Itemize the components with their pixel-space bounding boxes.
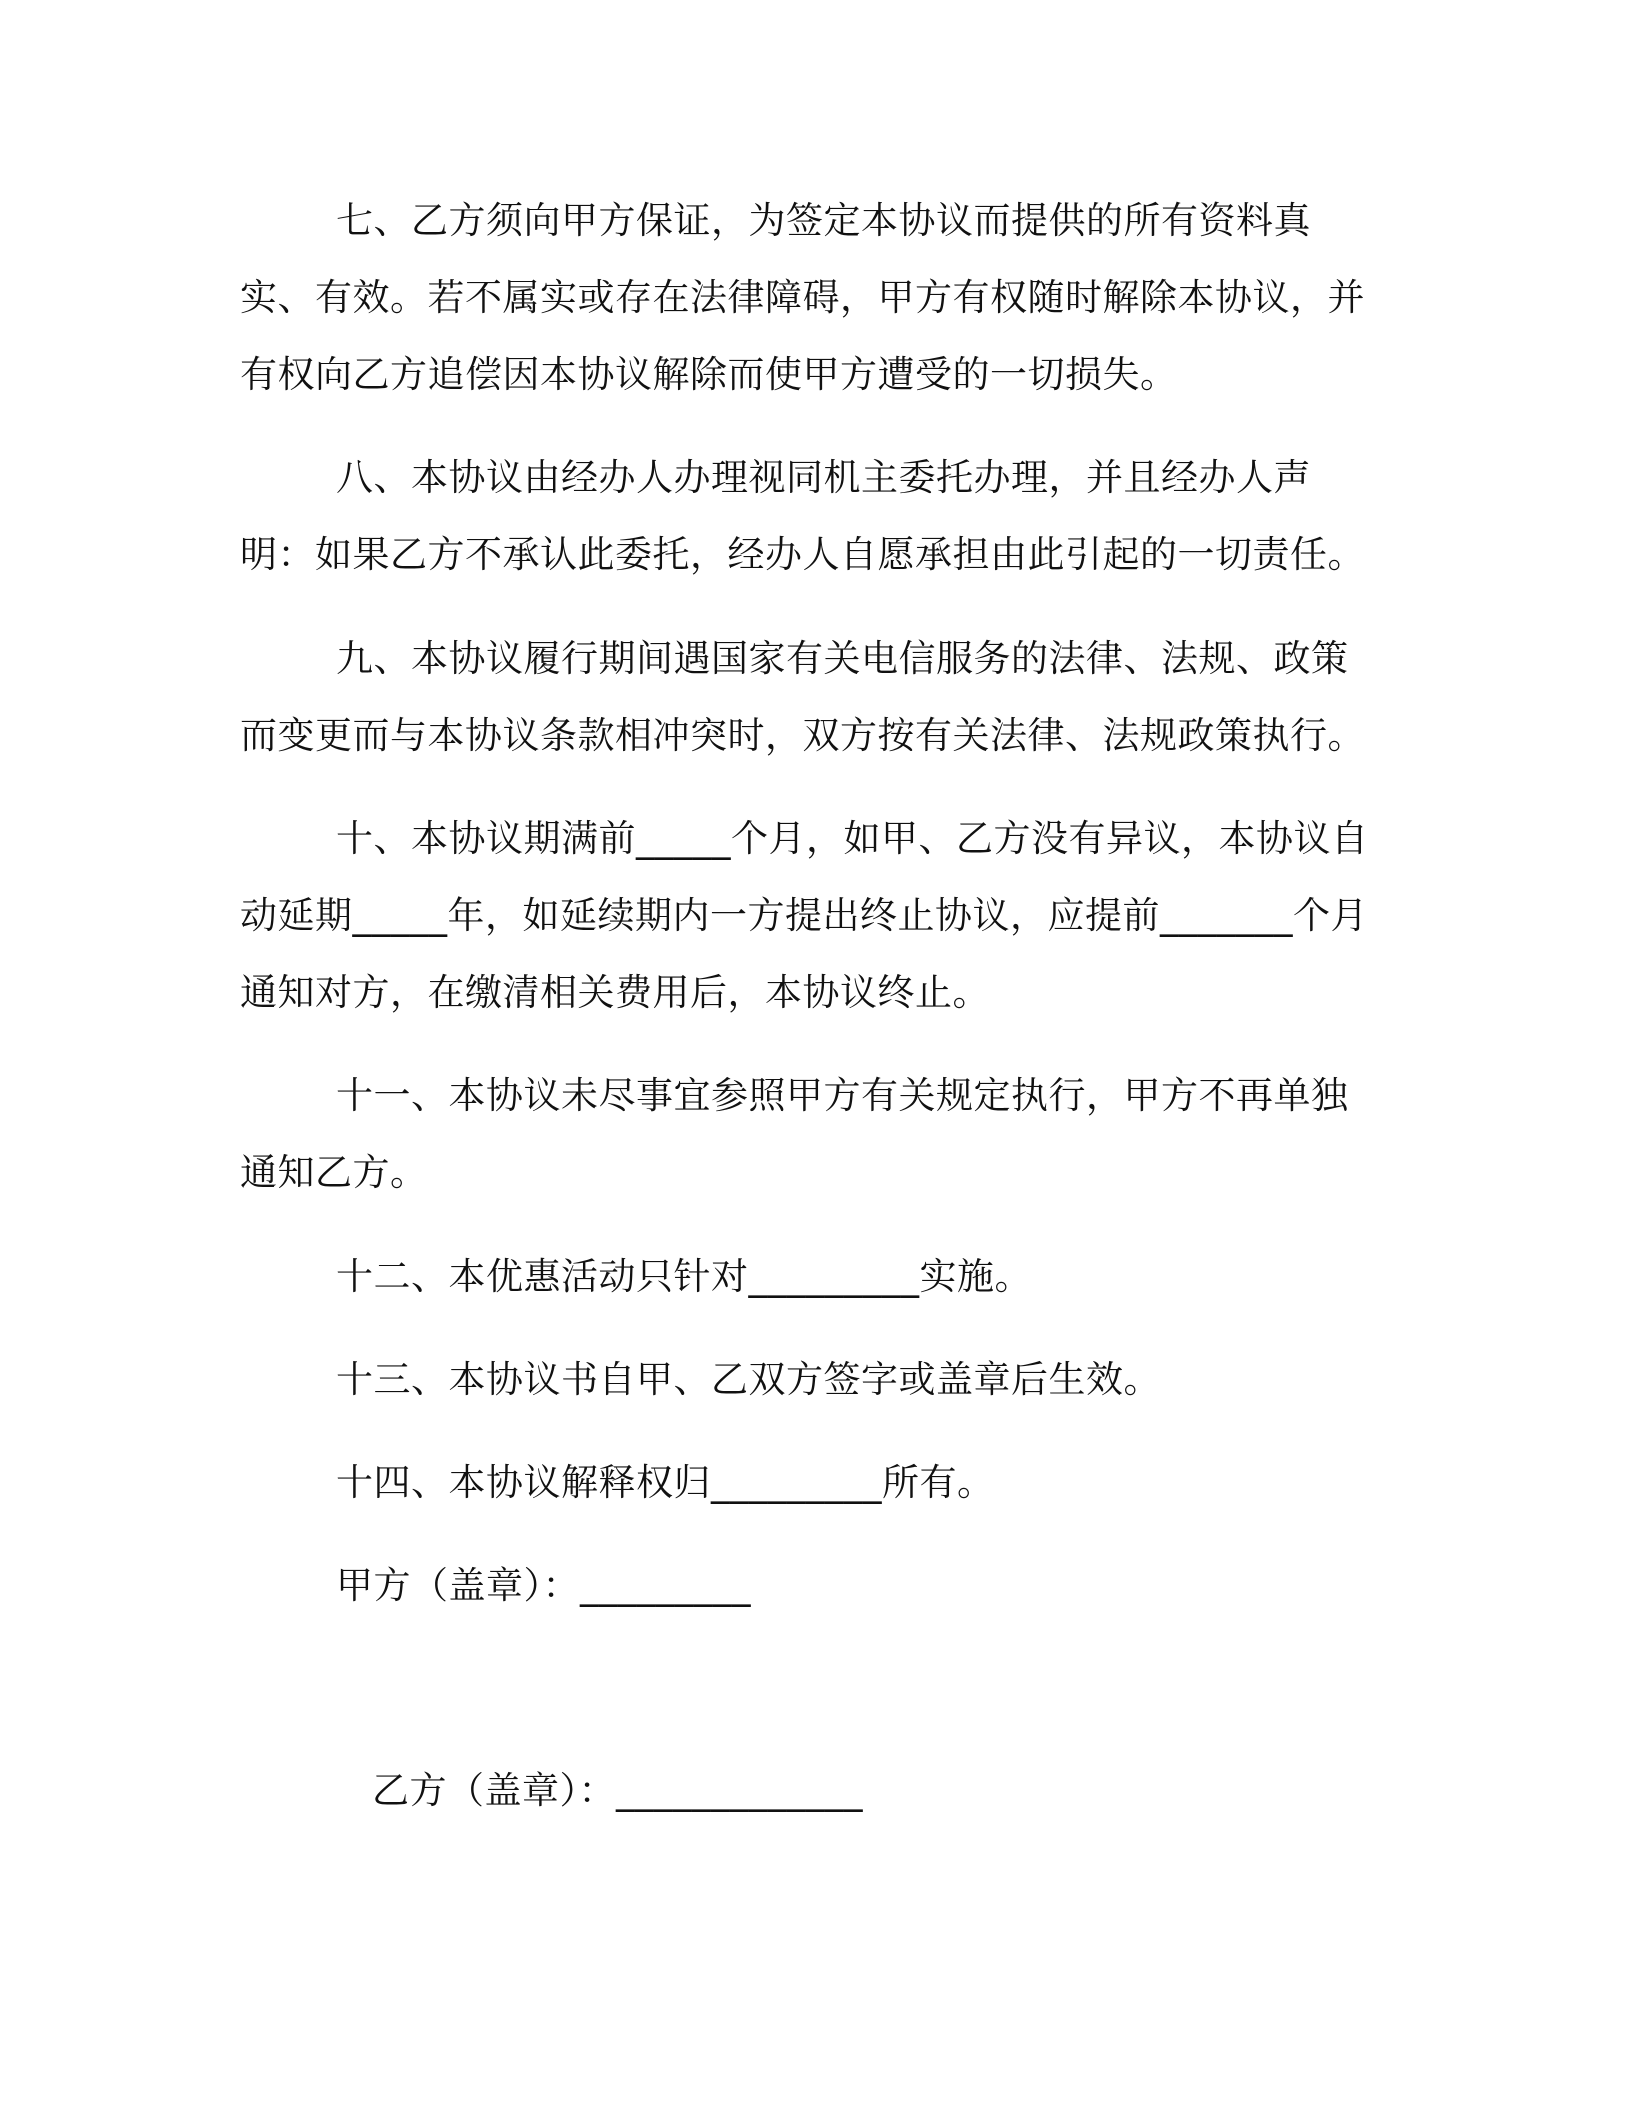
clause-9: 九、本协议履行期间遇国家有关电信服务的法律、法规、政策而变更而与本协议条款相冲突时，双方按有关法律、法规政策执行。	[240, 637, 1365, 757]
party-b-signature: 乙方（盖章）：_____________	[372, 1769, 863, 1812]
clause-13: 十三、本协议书自甲、乙双方签字或盖章后生效。	[336, 1358, 1161, 1401]
clause-11: 十一、本协议未尽事宜参照甲方有关规定执行，甲方不再单独通知乙方。	[240, 1074, 1349, 1194]
clause-8: 八、本协议由经办人办理视同机主委托办理，并且经办人声明：如果乙方不承认此委托，经办人自愿承担由此引起的一切责任。	[240, 456, 1365, 576]
clause-12: 十二、本优惠活动只针对_________实施。	[336, 1255, 1032, 1298]
clause-14: 十四、本协议解释权归_________所有。	[336, 1461, 995, 1504]
clause-10: 十、本协议期满前_____个月，如甲、乙方没有异议，本协议自动延期_____年，如延续期内一方提出终止协议，应提前_______个月通知对方，在缴清相关费用后，本协议终止。	[240, 817, 1369, 1014]
party-a-signature: 甲方（盖章）：_________	[336, 1564, 751, 1607]
clause-7: 七、乙方须向甲方保证，为签定本协议而提供的所有资料真实、有效。若不属实或存在法律障碍，甲方有权随时解除本协议，并有权向乙方追偿因本协议解除而使甲方遭受的一切损失。	[240, 199, 1365, 396]
